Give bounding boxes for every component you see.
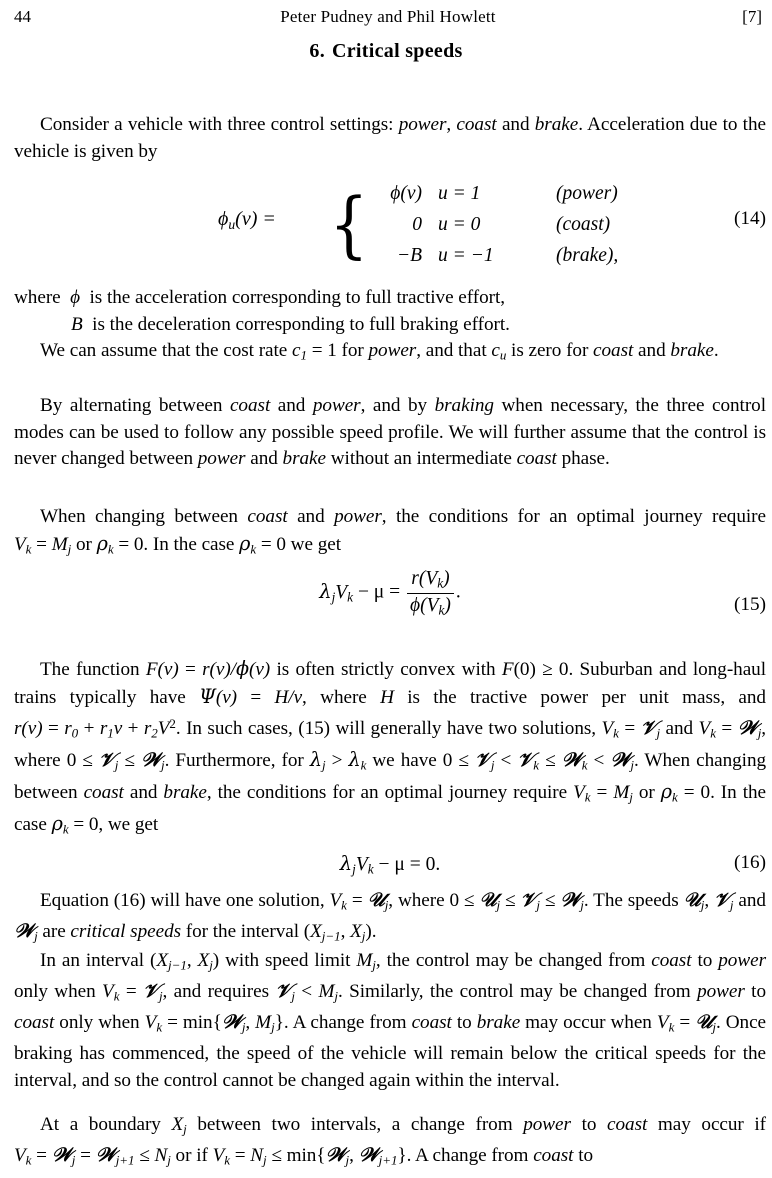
text-run: , where xyxy=(14,717,767,772)
paragraph-one-solution xyxy=(14,888,766,950)
math-cu: $c_u$ xyxy=(491,340,507,363)
section-title: Critical speeds xyxy=(332,40,463,62)
math-Vk-eq-scrVj-2: $V_k$ = 𝒱$_j$ xyxy=(102,981,163,1004)
equation-15-period: . xyxy=(455,581,461,603)
math-F-def: F(v) = r(v)/ϕ(v) xyxy=(145,657,271,680)
text-run: . Acceleration due to the vehicle is given by xyxy=(14,114,766,162)
emph-coast: coast xyxy=(83,782,124,804)
text-run: is the acceleration corresponding to full tractive effort, xyxy=(89,287,506,308)
subscript-j: j xyxy=(352,861,356,877)
B-symbol: B xyxy=(71,313,83,335)
text-run: , where xyxy=(388,890,450,911)
equation-15-number: (15) xyxy=(734,594,766,615)
math-Vk-eq-Mj-2: $V_k = M_j$ xyxy=(573,782,633,805)
case-condition: u = −1 xyxy=(438,245,494,266)
text-run: and xyxy=(633,340,671,361)
paragraph-intro-block xyxy=(14,112,766,165)
text-run: , xyxy=(446,114,457,135)
emph-power: power xyxy=(197,448,246,469)
equation-14-cases xyxy=(348,178,618,271)
text-run: When changing between xyxy=(40,506,248,527)
where-B-line xyxy=(14,312,766,339)
emph-brake: brake xyxy=(534,114,579,135)
math-Vk-eq-Mj: $V_k = M_j$ xyxy=(14,533,72,557)
text-run: and xyxy=(660,717,699,739)
text-run: , the conditions for an optimal journey require xyxy=(206,782,574,804)
text-run: At a boundary xyxy=(40,1114,172,1135)
subscript-k: k xyxy=(347,589,354,605)
equation-14 xyxy=(14,178,766,274)
text-run: . When changing between xyxy=(14,750,767,804)
paragraph-cost-rate xyxy=(14,338,766,369)
emph-coast: coast xyxy=(456,114,497,135)
phi-symbol: ϕ xyxy=(70,287,81,308)
text-run: only when xyxy=(14,981,103,1003)
text-run: may occur if xyxy=(647,1114,766,1135)
text-run: or xyxy=(71,533,97,555)
text-run: and xyxy=(245,448,283,469)
text-run: By alternating between xyxy=(40,395,230,416)
emph-coast: coast xyxy=(229,395,271,416)
emph-power: power xyxy=(368,340,417,361)
equation-15-lhs xyxy=(319,579,354,605)
text-run: . Suburban and long-haul trains typically have xyxy=(14,659,766,708)
V-symbol: V xyxy=(335,581,348,603)
text-run: . The speeds xyxy=(583,890,684,911)
math-Vk-eq-min: $V_k$ = min{𝒲$_j$, $M_j$} xyxy=(144,1012,284,1035)
text-run: are xyxy=(37,921,71,943)
text-run: = 1 for xyxy=(306,340,369,361)
paragraph-function-block xyxy=(14,656,766,843)
math-Vk-eq-scrUj: $V_k$ = 𝒰$_j$ xyxy=(329,890,389,913)
math-Vk-eq-Nj-min: $V_k = N_j$ ≤ min{𝒲$_j$, 𝒲$_{j+1}$} xyxy=(212,1145,407,1168)
emph-braking: braking xyxy=(434,395,494,416)
paragraph-interval-block xyxy=(14,948,766,1094)
emph-power: power xyxy=(697,981,745,1003)
equation-16-body xyxy=(14,852,766,878)
emph-coast: coast xyxy=(533,1145,574,1167)
paragraph-function xyxy=(14,656,766,843)
text-run: or if xyxy=(170,1145,213,1167)
text-run: between two intervals, a change from xyxy=(186,1114,524,1135)
emph-coast: coast xyxy=(651,950,692,971)
equation-15-body xyxy=(14,568,766,618)
equation-15 xyxy=(14,568,766,646)
math-Vk-eq-W-chain: $V_k$ = 𝒲$_j$ = 𝒲$_{j+1}$ ≤ $N_j$ xyxy=(14,1145,171,1168)
numerator-subscript: k xyxy=(437,575,444,591)
math-ineq-U-V-W: 0 ≤ 𝒰$_j$ ≤ 𝒱$_j$ ≤ 𝒲$_j$ xyxy=(449,890,584,913)
numerator-end: ) xyxy=(443,568,450,589)
text-run: is often strictly convex with xyxy=(270,659,502,680)
emph-coast: coast xyxy=(516,448,557,469)
text-run: to xyxy=(451,1012,477,1034)
math-rho-k-eq-0-d: $\rho_k = 0$ xyxy=(51,812,99,837)
text-run: . xyxy=(713,340,719,361)
equation-14-row xyxy=(348,240,618,271)
V-symbol: V xyxy=(355,854,368,875)
equation-14-row xyxy=(348,178,618,209)
numerator-text: r(V xyxy=(411,568,438,589)
emph-brake: brake xyxy=(476,1012,521,1034)
fraction-denominator xyxy=(407,594,454,619)
math-Vk-eq-scrWj: $V_k$ = 𝒲$_j$ xyxy=(698,717,762,741)
math-Mj: $M_j$ xyxy=(356,950,376,973)
section-heading xyxy=(0,40,772,63)
text-run: , and requires xyxy=(162,981,276,1003)
text-run: we have xyxy=(366,750,443,772)
subscript-u: u xyxy=(228,216,236,232)
math-rho-k-eq-0b: $\rho_k = 0$ xyxy=(239,531,286,557)
emph-coast: coast xyxy=(411,1012,452,1034)
case-condition: u = 0 xyxy=(438,214,481,235)
text-run: or xyxy=(632,782,661,804)
equation-16-number: (16) xyxy=(734,852,766,873)
text-run: , we get xyxy=(98,814,159,836)
equation-14-lhs xyxy=(218,208,276,233)
text-run: and xyxy=(496,114,535,135)
text-run: to xyxy=(744,981,766,1003)
equation-14-lhs-arg: (v) = xyxy=(235,208,276,230)
text-run: . In the case xyxy=(14,782,766,836)
emph-power: power xyxy=(334,506,382,527)
paragraph-boundary-block xyxy=(14,1112,766,1174)
text-run: is zero for xyxy=(506,340,594,361)
case-mode: (brake), xyxy=(556,245,619,266)
math-scrWj: 𝒲$_j$ xyxy=(14,921,38,944)
text-run: Equation (16) will have one solution, xyxy=(40,890,330,911)
math-lambda-j-gt-lambda-k: $\lambda_j > \lambda_k$ xyxy=(309,748,367,773)
text-run: . Once braking has commenced, the speed of the vehicle will remain below the critical speeds for the interval, and so the control cannot be changed again within the interval. xyxy=(14,1012,767,1091)
equation-16 xyxy=(14,852,766,884)
equation-16-tail: − μ = 0. xyxy=(378,854,441,875)
paragraph-one-solution-block xyxy=(14,888,766,950)
text-run: , the control may be changed from xyxy=(375,950,652,971)
emph-power: power xyxy=(398,114,447,135)
equation-15-operator: − μ = xyxy=(357,581,401,603)
math-scrVj: 𝒱$_j$ xyxy=(713,890,734,913)
subscript-k: k xyxy=(367,861,374,877)
text-run: . A change from xyxy=(283,1012,412,1034)
math-rho-k-eq-0: $\rho_k = 0$ xyxy=(96,531,144,557)
emph-coast: coast xyxy=(14,1012,55,1034)
text-run: . Furthermore, for xyxy=(164,750,310,772)
math-scrUj: 𝒰$_j$ xyxy=(683,890,705,913)
paragraph-alternating-block xyxy=(14,393,766,473)
paragraph-interval xyxy=(14,948,766,1094)
paragraph-alternating xyxy=(14,393,766,473)
text-run: and xyxy=(287,506,335,527)
text-run: . xyxy=(371,921,377,943)
section-number: 6. xyxy=(309,40,325,62)
math-c1: $c_1$ xyxy=(292,340,307,363)
text-run: Consider a vehicle with three control settings: xyxy=(40,114,399,135)
text-run: with speed limit xyxy=(219,950,357,971)
text-run: when necessary, the three control modes can be used to follow any possible speed profile. We will further assume that the control is never changed between xyxy=(14,395,766,469)
text-run: . Similarly, the control may be changed from xyxy=(337,981,698,1003)
text-run: We can assume that the cost rate xyxy=(40,340,293,361)
emph-power: power xyxy=(312,395,361,416)
where-phi-line xyxy=(14,285,766,312)
text-run: and xyxy=(270,395,313,416)
emph-coast: coast xyxy=(607,1114,648,1135)
text-run: . In the case xyxy=(143,533,240,555)
text-run: where xyxy=(14,287,61,308)
text-run: without an intermediate xyxy=(325,448,517,469)
text-run: and xyxy=(733,890,766,911)
emph-critical-speeds: critical speeds xyxy=(70,921,182,943)
math-F0-geq-0: F(0) ≥ 0 xyxy=(501,659,569,680)
math-H: H xyxy=(380,686,394,708)
text-run: for the interval xyxy=(181,921,304,943)
case-value: 0 xyxy=(412,214,422,235)
math-chain-ineq: 0 ≤ 𝒱$_j$ < 𝒱$_k$ ≤ 𝒲$_k$ < 𝒲$_j$ xyxy=(442,750,634,773)
math-scrVj-lt-Mj: 𝒱$_j$ < $M_j$ xyxy=(275,981,338,1004)
text-run: phase. xyxy=(556,448,610,469)
text-run: is the tractive power per unit mass, and xyxy=(393,686,766,708)
text-run: In an interval xyxy=(40,950,150,971)
text-run: , xyxy=(704,890,714,911)
text-run: . In such cases, (15) will generally have two solutions, xyxy=(175,717,602,739)
math-Xj: $X_j$ xyxy=(171,1114,187,1137)
phi-symbol: ϕ xyxy=(218,208,229,230)
running-head-authors: Peter Pudney and Phil Howlett xyxy=(280,7,496,26)
denominator-end: ) xyxy=(444,594,451,616)
case-value: ϕ(v) xyxy=(390,183,422,204)
equation-16-expression xyxy=(340,854,374,875)
paragraph-boundary xyxy=(14,1112,766,1174)
text-run: , the conditions for an optimal journey require xyxy=(381,506,766,527)
running-head-reference-number: [7] xyxy=(742,7,762,26)
page-folio: 44 xyxy=(14,7,31,26)
equation-14-row xyxy=(348,209,618,240)
text-run: The function xyxy=(40,659,146,680)
math-Psi-def: Ψ(v) = H/v xyxy=(199,684,303,708)
text-run: is the deceleration corresponding to full braking effort. xyxy=(92,313,510,335)
paragraph-changing xyxy=(14,504,766,563)
case-mode: (power) xyxy=(556,183,618,204)
case-condition: u = 1 xyxy=(438,183,481,204)
paragraph-intro xyxy=(14,112,766,165)
text-run: to xyxy=(691,950,719,971)
lambda-symbol: λ xyxy=(339,852,353,875)
text-run: , where xyxy=(302,686,381,708)
text-run: and xyxy=(123,782,164,804)
emph-brake: brake xyxy=(670,340,714,361)
case-mode: (coast) xyxy=(556,214,611,235)
emph-brake: brake xyxy=(163,782,207,804)
math-Vk-eq-scrVj: $V_k$ = 𝒱$_j$ xyxy=(601,717,661,741)
math-Vk-eq-scrUj-2: $V_k$ = 𝒰$_j$ xyxy=(656,1012,716,1035)
emph-coast: coast xyxy=(593,340,634,361)
subscript-j: j xyxy=(331,589,336,605)
text-run: to xyxy=(570,1114,608,1135)
math-interval-Xj: ($X_{j-1}$, $X_j$) xyxy=(303,921,372,944)
paragraph-changing-block xyxy=(14,504,766,563)
text-run: to xyxy=(573,1145,594,1167)
math-rho-k-eq-0-c: $\rho_k = 0$ xyxy=(660,780,711,805)
fraction-numerator xyxy=(407,568,454,594)
running-head xyxy=(14,6,762,28)
text-run: . A change from xyxy=(406,1145,534,1167)
emph-power: power xyxy=(523,1114,571,1135)
math-ineq-0-V-W: 0 ≤ 𝒱$_j$ ≤ 𝒲$_j$ xyxy=(66,750,165,773)
text-run: may occur when xyxy=(520,1012,657,1034)
math-interval-Xj-2: ($X_{j-1}$, $X_j$) xyxy=(150,950,220,973)
left-brace: { xyxy=(329,182,369,266)
math-r-def: $r(v) = r_0 + r_1v + r_2V^2$ xyxy=(14,716,176,741)
equation-15-fraction xyxy=(407,568,454,618)
equation-14-number: (14) xyxy=(734,208,766,229)
denominator-subscript: k xyxy=(438,602,445,618)
text-run: we get xyxy=(285,533,341,555)
text-run: , and that xyxy=(416,340,492,361)
where-definitions-block xyxy=(14,285,766,369)
emph-coast: coast xyxy=(247,506,288,527)
emph-power: power xyxy=(718,950,766,971)
denominator-text: ϕ(V xyxy=(410,594,439,616)
lambda-symbol: λ xyxy=(319,579,332,603)
case-value: −B xyxy=(396,245,422,266)
emph-brake: brake xyxy=(282,448,326,469)
text-run: only when xyxy=(54,1012,145,1034)
text-run: , and by xyxy=(360,395,435,416)
